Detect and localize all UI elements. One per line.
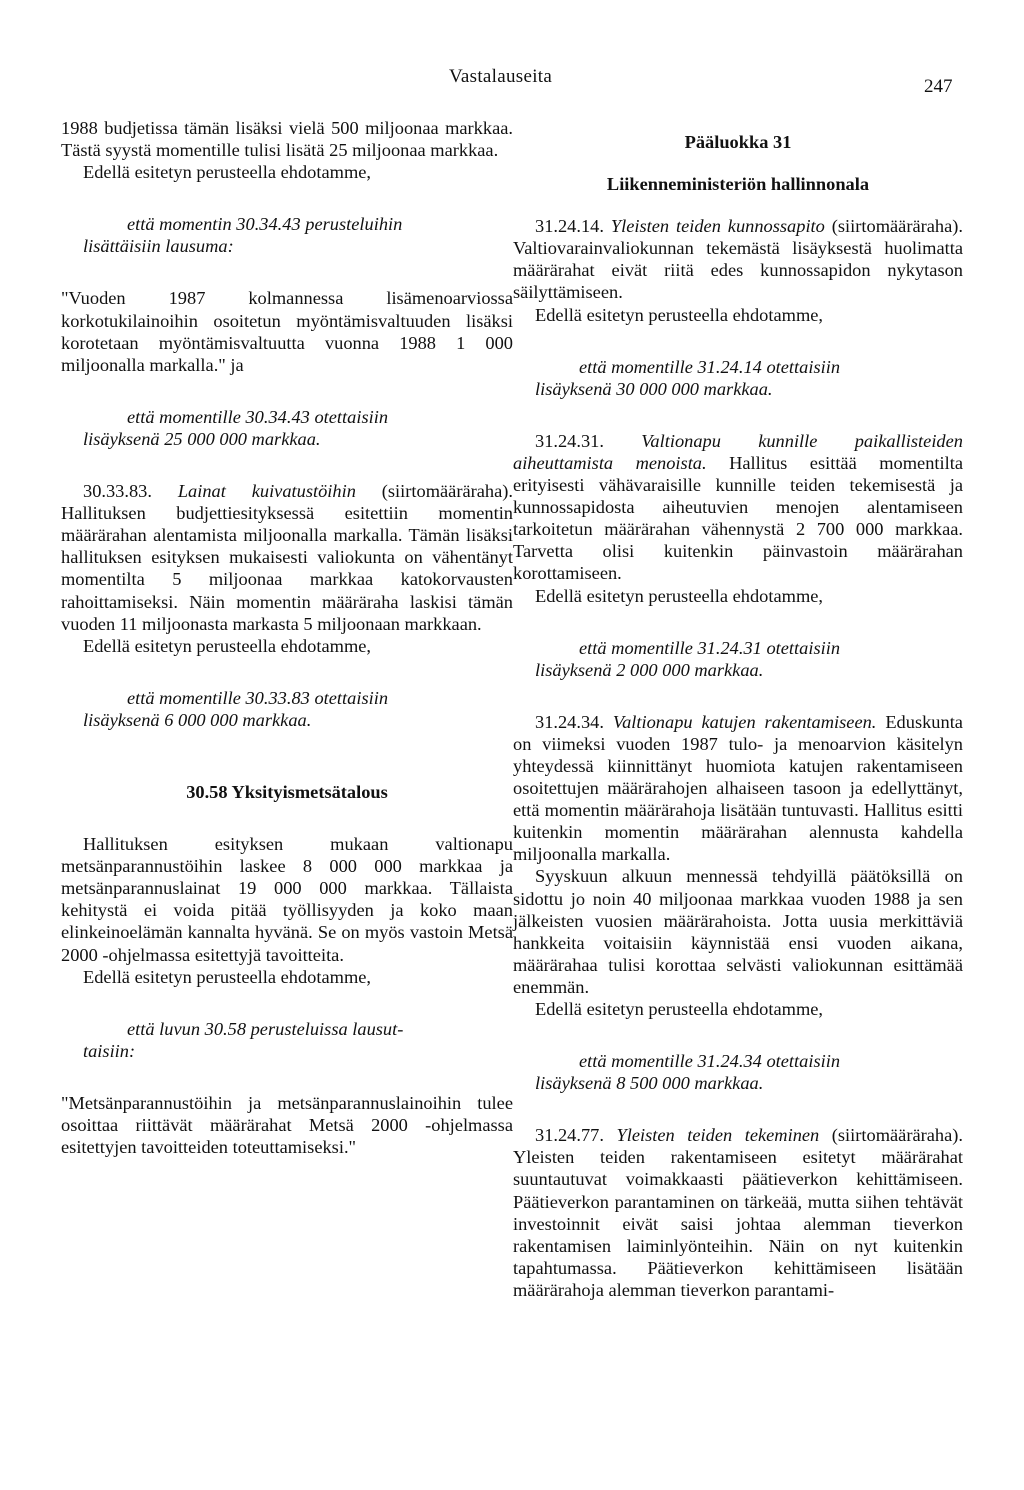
item-code: 30.33.83. [83, 481, 152, 502]
proposal-line: lisäyksenä 2 000 000 markkaa. [535, 659, 764, 680]
budget-item [513, 215, 963, 303]
paragraph: Edellä esitetyn perusteella ehdotamme, [83, 162, 372, 183]
item-code: 31.24.77. [535, 1125, 604, 1146]
proposal [513, 637, 963, 681]
proposal-line: että momentin 30.34.43 perusteluihin [127, 214, 403, 235]
proposal-line: lisäyksenä 30 000 000 markkaa. [535, 378, 773, 399]
proposal-line: että momentille 31.24.31 otettaisiin [579, 637, 841, 658]
proposal-line: että momentille 30.34.43 otettaisiin [127, 406, 389, 427]
quote: "Metsänparannustöihin ja metsänparannuslainoihin tulee osoittaa riittävät määrärahat Metsä 2000 -ohjelmassa esitettyjen tavoitteiden toteuttamiseksi." [61, 1092, 513, 1158]
item-text: (siirtomääräraha). Valtiovarainvaliokunnan tekemästä lisäyksestä huolimatta määrärahat eivät riitä edes kunnossapidon nykytason säilyttämiseen. [513, 216, 963, 303]
item-title: Lainat kuivatustöihin [177, 481, 356, 502]
paragraph: Edellä esitetyn perusteella ehdotamme, [535, 304, 824, 325]
ministry-heading: Liikenneministeriön hallinnonala [606, 174, 870, 195]
right-column [513, 117, 963, 1301]
proposal [61, 213, 513, 257]
proposal-line: että momentille 31.24.34 otettaisiin [579, 1051, 841, 1072]
paragraph: Edellä esitetyn perusteella ehdotamme, [535, 585, 824, 606]
proposal-line: taisiin: [83, 1040, 136, 1061]
item-code: 31.24.34. [535, 711, 604, 732]
left-column [61, 117, 513, 1158]
item-text: Hallitus esittää momentilta erityisesti vähävaraisille kunnille teiden tekemisestä ja kunnossapidosta aiheutuvien menojen alentamiseen tarkoitetun määrärahan vähennystä 2 700 000 markkaa. Tarvetta olisi kuitenkin päinvastoin määrärahan korottamiseen. [513, 452, 963, 584]
proposal-line: lisäyksenä 25 000 000 markkaa. [83, 428, 321, 449]
proposal [61, 406, 513, 450]
item-title: Yleisten teiden kunnossapito [610, 216, 825, 237]
proposal-line: että momentille 31.24.14 otettaisiin [579, 356, 841, 377]
paragraph: Edellä esitetyn perusteella ehdotamme, [535, 999, 824, 1019]
running-title: Vastalauseita [449, 66, 553, 87]
item-text: (siirtomääräraha). Yleisten teiden rakentamiseen esitetyt määrärahat suuntautuvat voimakkaasti päätieverkon kehittämiseen. Päätieverkon parantaminen on tärkeää, mutta siihen tehtävät investoinnit eivät saisi johtaa alemman tieverkon rakentamisen laiminlyönteihin. Näin on nyt kuitenkin tapahtumassa. Päätieverkon kehittämiseen lisätään määrärahoja alemman tieverkon parantami- [513, 1125, 963, 1300]
quote: "Vuoden 1987 kolmannessa lisämenoarviossa korkotukilainoihin osoitetun myöntämisvaltuuden lisäksi korotetaan myöntämisvaltuutta vuonna 1988 1 000 miljoonalla markalla." ja [61, 288, 513, 375]
main-class-heading: Pääluokka 31 [684, 132, 792, 152]
proposal [61, 687, 513, 731]
proposal-line: että luvun 30.58 perusteluissa lausut- [127, 1018, 404, 1039]
item-text: (siirtomääräraha). Hallituksen budjettiesityksessä esitettiin momentin määrärahan alentamista miljoonalla markalla. Tämän lisäksi hallituksen esityksen mukaisesti valiokunta on vähentänyt momentilta 5 miljoonaa markkaa katokorvausten rahoittamiseksi. Näin momentin määräraha laskisi tämän vuoden 11 miljoonasta markasta 5 miljoonaan markkaan. [61, 481, 513, 634]
proposal [61, 1018, 513, 1062]
proposal-line: lisättäisiin lausuma: [83, 236, 234, 257]
section-heading: 30.58 Yksityismetsätalous [186, 781, 388, 802]
item-title: Yleisten teiden tekeminen [616, 1125, 820, 1146]
page-number: 247 [924, 76, 953, 97]
proposal-line: lisäyksenä 6 000 000 markkaa. [83, 709, 312, 730]
item-code: 31.24.31. [535, 430, 604, 451]
item-title: Valtionapu kunnille paikallisteiden aiheuttamista menoista. [513, 430, 963, 473]
paragraph: 1988 budjetissa tämän lisäksi vielä 500 miljoonaa markkaa. Tästä syystä momentille tulisi lisätä 25 miljoonaa markkaa. [61, 118, 513, 161]
budget-item [513, 711, 963, 866]
paragraph: Edellä esitetyn perusteella ehdotamme, [83, 966, 372, 987]
budget-item [513, 1124, 963, 1301]
budget-item [61, 480, 513, 635]
paragraph: Edellä esitetyn perusteella ehdotamme, [83, 635, 372, 656]
budget-item [513, 430, 963, 585]
page-header [0, 66, 1024, 96]
proposal [513, 1050, 963, 1094]
item-text: Eduskunta on viimeksi vuoden 1987 tulo- ja menoarvion käsitelyn yhteydessä kiinnittänyt huomiota katujen rakentamiseen osoitettujen määrärahojen alhaiseen tasoon ja edellyttänyt, että momentin määrärahoja lisätään tuntuvasti. Hallitus esitti kuitenkin momentin määrärahan alennusta kahdella miljoonalla markalla. [513, 711, 963, 865]
item-title: Valtionapu katujen rakentamiseen. [612, 711, 877, 732]
proposal-line: lisäyksenä 8 500 000 markkaa. [535, 1073, 764, 1094]
proposal-line: että momentille 30.33.83 otettaisiin [127, 687, 389, 708]
proposal [513, 356, 963, 400]
item-code: 31.24.14. [535, 216, 604, 237]
paragraph: Hallituksen esityksen mukaan valtionapu metsänparannustöihin laskee 8 000 000 markkaa ja metsänparannuslainat 19 000 000 markkaa. Tällaista kehitystä ei voida pitää työllisyyden ja koko maan elinkeinoelämän kannalta hyvänä. Se on myös vastoin Metsä 2000 -ohjelmassa esitettyjä tavoitteita. [61, 834, 513, 965]
paragraph: Syyskuun alkuun mennessä tehdyillä päätöksillä on sidottu jo noin 40 miljoonaa markkaa vuoden 1988 ja sen jälkeisten vuosien määrärahoista. Jotta uusia merkittäviä hankkeita voitaisiin käynnistää ensi vuoden aikana, määrärahaa tulisi korottaa selvästi valiokunnan esittämää enemmän. [513, 866, 963, 997]
